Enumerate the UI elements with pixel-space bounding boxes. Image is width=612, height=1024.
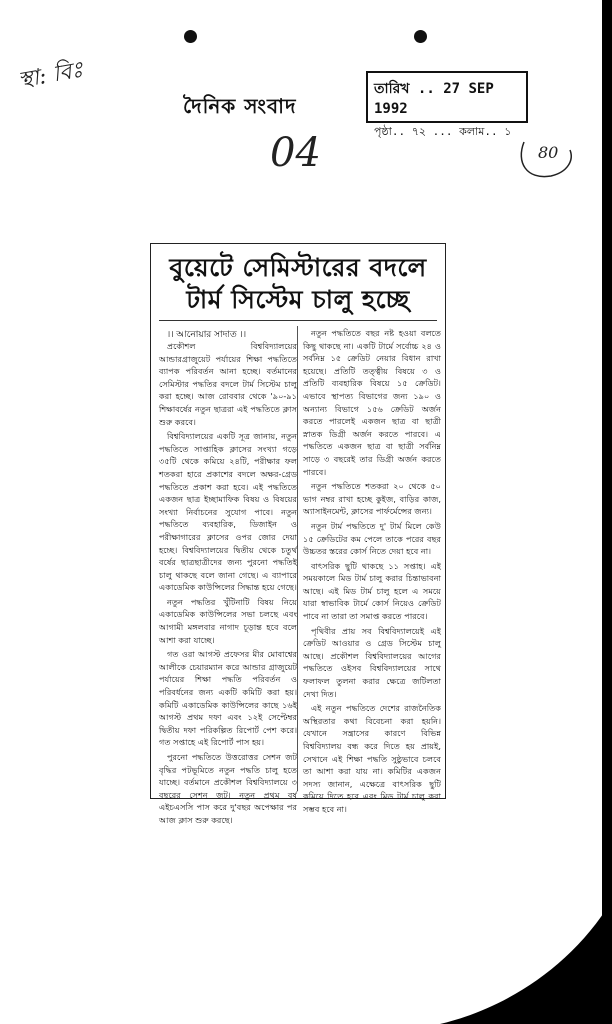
newspaper-clipping <box>150 243 446 825</box>
paragraph: পুরনো পদ্ধতিতে উত্তরোত্তর সেশন জট বৃদ্ধির পটভূমিতে নতুন পদ্ধতি চালু হতে যাচ্ছে। বর্তমানে প্রকৌশল বিশ্ববিদ্যালয়ে ৩ বছরের সেশন জট। নতুন প্রথম বর্ষ এইচএসসি পাস করে দু'বছর অপেক্ষার পর আজ ক্লাস শুরু করছে। <box>159 752 297 825</box>
punch-hole-right <box>414 30 427 43</box>
headline-line-2: টার্ম সিস্টেম চালু হচ্ছে <box>186 285 410 314</box>
paragraph: পৃথিবীর প্রায় সব বিশ্ববিদ্যালয়েই এই ক্রেডিট আওয়ার ও গ্রেড সিস্টেম চালু আছে। প্রকৌশল বিশ্ববিদ্যালয়ের আগের পদ্ধতিতে ওইসব বিশ্ববিদ্যালয়ের সাথে ফলাফল তুলনা করার ক্ষেত্রে জটিলতা দেখা দিত। <box>303 625 441 699</box>
paragraph: নতুন পদ্ধতির খুঁটিনাটি বিষয় নিয়ে একাডেমিক কাউন্সিলের সভা চলছে এবং আগামী মঙ্গলবার নাগাদ চূড়ান্ত হবে বলে আশা করা যাচ্ছে। <box>159 596 297 645</box>
article-byline: ।। আনোয়ার সাদাত ।। <box>167 330 247 340</box>
article-column-left <box>159 340 297 829</box>
date-stamp: তারিখ .. 27 SEP 1992 পৃষ্ঠা.. ৭২ ... কলাম.. ১ <box>366 71 528 123</box>
paragraph: নতুন পদ্ধতিতে বছর নষ্ট হওয়া বলতে কিছু থাকছে না। একটি টার্মে সর্বোচ্চ ২৪ ও সর্বনিম্ন ১৫ ক্রেডিট নেয়ার বিধান রাখা হয়েছে। প্রতিটি তত্ত্বীয় বিষয়ে ৩ ও প্রতিটি ব্যবহারিক বিষয়ে ১৫ ক্রেডিট। এভাবে স্থাপত্য বিভাগের জন্য ১৯০ ও অন্যান্য বিভাগে ১৫৬ ক্রেডিট অর্জন করতে পারলেই একজন ছাত্র বা ছাত্রী স্নাতক ডিগ্রী অর্জন করতে পারবে। এ পদ্ধতিতে একজন ছাত্র বা ছাত্রী সর্বনিম্ন সাড়ে ৩ বছরেই তার ডিগ্রী অর্জন করতে পারবে। <box>303 328 441 477</box>
paragraph: প্রকৌশল বিশ্ববিদ্যালয়ের আন্ডারগ্রাজুয়েট পর্যায়ের শিক্ষা পদ্ধতিতে ব্যাপক পরিবর্তন আনা হচ্ছে। বর্তমানের সেমিস্টার পদ্ধতির বদলে টার্ম সিস্টেম চালু করা হচ্ছে। আজ রোববার থেকে '৯০-৯১ শিক্ষাবর্ষের নতুন ছাত্ররা এই পদ্ধতিতে ক্লাস শুরু করবে। <box>159 341 297 427</box>
headline-divider <box>159 320 437 321</box>
punch-hole-left <box>184 30 197 43</box>
date-label: তারিখ <box>374 81 410 97</box>
newspaper-masthead: দৈনিক সংবাদ <box>183 94 297 118</box>
handwritten-circle-note <box>516 132 576 182</box>
column-label: কলাম <box>459 125 485 138</box>
paragraph: নতুন পদ্ধতিতে শতকরা ২০ থেকে ৫০ ভাগ নম্বর রাখা হচ্ছে কুইজ, বাড়ির কাজ, অ্যাসাইনমেন্ট, ক্লাসের পার্ফর্মেন্সের জন্য। <box>303 481 441 517</box>
scan-shadow <box>420 900 612 1024</box>
paragraph: বিশ্ববিদ্যালয়ের একটি সূত্র জানায়, নতুন পদ্ধতিতে সাপ্তাহিক ক্লাসের সংখ্যা গড়ে ৩৫টি থেকে কমিয়ে ২৪টি, পরীক্ষার ফল শতকরা হারে প্রকাশের বদলে অক্ষর-গ্রেড পদ্ধতিতে প্রকাশ করা হবে। এই পদ্ধতিতে একজন ছাত্র ইচ্ছামাফিক বিষয় ও বিষয়ের সংখ্যা নির্বাচনের সুযোগ পাবে। নতুন পদ্ধতিতে ব্যবহারিক, ডিজাইন ও পরীক্ষাগারের ক্লাসের ওপর জোর দেয়া হচ্ছে। বিশ্ববিদ্যালয়ের দ্বিতীয় থেকে চতুর্থ বর্ষের ছাত্রছাত্রীদের জন্য পুরনো পদ্ধতিই চালু থাকছে বলে জানা গেছে। এ ব্যাপারে একাডেমিক কাউন্সিলের সিদ্ধান্ত হয়ে গেছে। <box>159 431 297 593</box>
date-value: 27 SEP 1992 <box>374 81 494 117</box>
column-value: ১ <box>504 125 512 138</box>
paragraph: গত ওরা আগস্ট প্রফেসর মীর মোবাশ্বের আলীকে চেয়ারম্যান করে আন্ডার গ্রাজুয়েট পর্যায়ের শিক্ষা পদ্ধতি পরিবর্তন ও পরিবর্ধনের জন্য একটি কমিটি করা হয়। কমিটি একাডেমিক কাউন্সিলের কাছে ১৬ই আগস্ট প্রথম দফা এবং ১২ই সেপ্টেম্বর দ্বিতীয় দফা পরিকল্পিত রিপোর্ট পেশ করে। গত সপ্তাহে এই রিপোর্ট পাস হয়। <box>159 649 297 748</box>
scan-edge <box>602 0 612 1024</box>
paragraph: এই নতুন পদ্ধতিতে দেশের রাজনৈতিক অস্থিরতার কথা বিবেচনা করা হয়নি। যেখানে সন্ত্রাসের কারণে বিভিন্ন বিশ্ববিদ্যালয় বন্ধ করে দিতে হয় প্রায়ই, সেখানে এই শিক্ষা পদ্ধতি সুষ্ঠুভাবে চলবে তা আশা করা যায় না। কমিটির একজন সদস্য জানান, এক্ষেত্রে বাৎসরিক ছুটি কমিয়ে দিতে হবে এবং মিড টার্ম চালু করা সম্ভব হবে না। <box>303 703 441 814</box>
handwritten-note-top-left: স্থা: বিঃ <box>16 57 86 94</box>
handwritten-top-right-text: 80 <box>538 143 559 162</box>
column-divider <box>297 326 298 791</box>
page-value: ৭২ <box>411 125 427 138</box>
article-headline <box>157 252 439 316</box>
paragraph: নতুন টার্ম পদ্ধতিতে দু' টার্ম মিলে কেউ ১৫ ক্রেডিটের কম পেলে তাকে পরের বছর উচ্চতর স্তরের কোর্স নিতে দেয়া হবে না। <box>303 520 441 557</box>
paragraph: বাৎসরিক ছুটি থাকছে ১১ সপ্তাহ। এই সময়কালে মিড টার্ম চালু করার চিন্তাভাবনা আছে। এই মিড টার্ম চালু হলে এ সময়ে যারা স্বাভাবিক টার্মে কোর্স নিয়েও ক্রেডিট পাবে না তারা তা সমাপ্ত করতে পারবে। <box>303 560 441 622</box>
article-column-right <box>303 327 441 818</box>
page-label: পৃষ্ঠা <box>374 125 392 138</box>
headline-line-1: বুয়েটে সেমিস্টারের বদলে <box>169 253 427 282</box>
handwritten-number: 04 <box>270 130 321 176</box>
